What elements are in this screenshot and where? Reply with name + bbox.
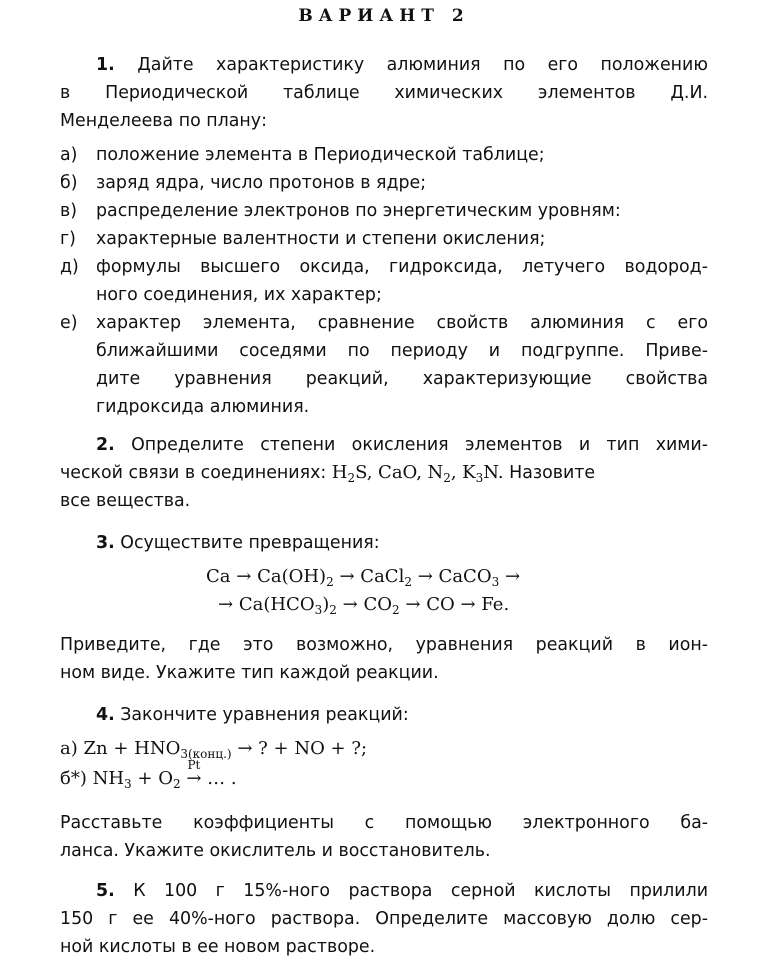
- arrow-icon: →: [236, 566, 252, 587]
- q2-line-2: ческой связи в соединениях: $H_2S$, CaO, $N_2$, $K_3N$. Назовите: [60, 462, 596, 485]
- q1-item-e-text-1: характер элемента, сравнение свойств алюминия с его: [96, 313, 708, 333]
- q1-line-3: Менделеева по плану:: [60, 111, 267, 131]
- q1-item-a: а): [60, 145, 78, 165]
- q1-item-d-text-2: ного соединения, их характер;: [96, 285, 382, 305]
- q3-chain-1: [206, 566, 520, 588]
- chain-ca: Ca: [206, 566, 231, 587]
- chain-cacl2: CaCl$_2$: [360, 566, 412, 589]
- chain-fe: Fe.: [481, 594, 510, 615]
- compound-n2: $N_2$,: [427, 462, 457, 485]
- arrow-icon: →: [342, 594, 358, 615]
- q1-item-g: г): [60, 229, 76, 249]
- q3-after-2: ном виде. Укажите тип каждой реакции.: [60, 663, 439, 683]
- q1-item-e: е): [60, 313, 78, 333]
- q1-item-d: д): [60, 257, 79, 277]
- q4-reaction-b: б*) $NH_3 + O_2$ Pt → … .: [60, 758, 237, 791]
- q3-after-1: Приведите, где это возможно, уравнения реакций в ион-: [60, 635, 708, 655]
- q5-line-1: 5. К 100 г 15%-ного раствора серной кислоты прилили: [96, 881, 708, 901]
- compound-h2s: $H_2S$,: [331, 462, 373, 485]
- q1-item-v: в): [60, 201, 78, 221]
- q2-line-3: все вещества.: [60, 491, 191, 511]
- chain-caco3: CaCO$_3$: [438, 566, 500, 589]
- arrow-icon: →: [460, 594, 476, 615]
- q1-item-a-text: положение элемента в Периодической таблице;: [96, 145, 545, 165]
- q1-item-v-text: распределение электронов по энергетическим уровням:: [96, 201, 621, 221]
- chain-co2: $CO_2$: [363, 594, 400, 617]
- q1-item-e-text-4: гидроксида алюминия.: [96, 397, 310, 417]
- q2-number: 2.: [96, 435, 115, 455]
- q4-reaction-a: а) $Zn + HNO_{3(конц.)}$ → ? + NO + ?;: [60, 738, 368, 761]
- chain-co: CO: [426, 594, 455, 615]
- q5-number: 5.: [96, 881, 115, 901]
- q1-number: 1.: [96, 55, 115, 75]
- q4-line-1: 4. Закончите уравнения реакций:: [96, 705, 409, 725]
- q1-item-g-text: характерные валентности и степени окисления;: [96, 229, 546, 249]
- q1-item-e-text-2: ближайшими соседями по периоду и подгруппе. Приве-: [96, 341, 708, 361]
- q3-line-1: 3. Осуществите превращения:: [96, 533, 380, 553]
- arrow-icon: →: [218, 594, 234, 615]
- q1-item-e-text-3: дите уравнения реакций, характеризующие свойства: [96, 369, 708, 389]
- q1-item-d-text-1: формулы высшего оксида, гидроксида, летучего водород-: [96, 257, 708, 277]
- q4-number: 4.: [96, 705, 115, 725]
- arrow-icon: →: [504, 566, 521, 587]
- variant-title: ВАРИАНТ 2: [298, 6, 470, 26]
- arrow-icon: →: [339, 566, 355, 587]
- chain-caoh2: $Ca(OH)_2$: [257, 566, 334, 589]
- q5-line-3: ной кислоты в ее новом растворе.: [60, 937, 376, 957]
- q5-line-2: 150 г ее 40%-ного раствора. Определите массовую долю сер-: [60, 909, 708, 929]
- q1-line-2: в Периодической таблице химических элементов Д.И.: [60, 83, 708, 103]
- q2-line-1: 2. Определите степени окисления элементов и тип хими-: [96, 435, 708, 455]
- compound-k3n: $K_3N$.: [462, 462, 504, 485]
- arrow-icon: →: [417, 566, 433, 587]
- catalyst-arrow: Pt →: [186, 758, 202, 789]
- q1-item-b-text: заряд ядра, число протонов в ядре;: [96, 173, 427, 193]
- q4-after-1: Расставьте коэффициенты с помощью электронного ба-: [60, 813, 708, 833]
- q4-after-2: ланса. Укажите окислитель и восстановитель.: [60, 841, 491, 861]
- q1-item-b: б): [60, 173, 78, 193]
- compound-cao: CaO,: [378, 462, 422, 483]
- arrow-icon: →: [405, 594, 421, 615]
- chain-cahco3: $Ca(HCO_3)_2$: [238, 594, 337, 617]
- q1-line-1: 1. Дайте характеристику алюминия по его положению: [96, 55, 708, 75]
- q3-number: 3.: [96, 533, 115, 553]
- q3-chain-2: [218, 594, 509, 616]
